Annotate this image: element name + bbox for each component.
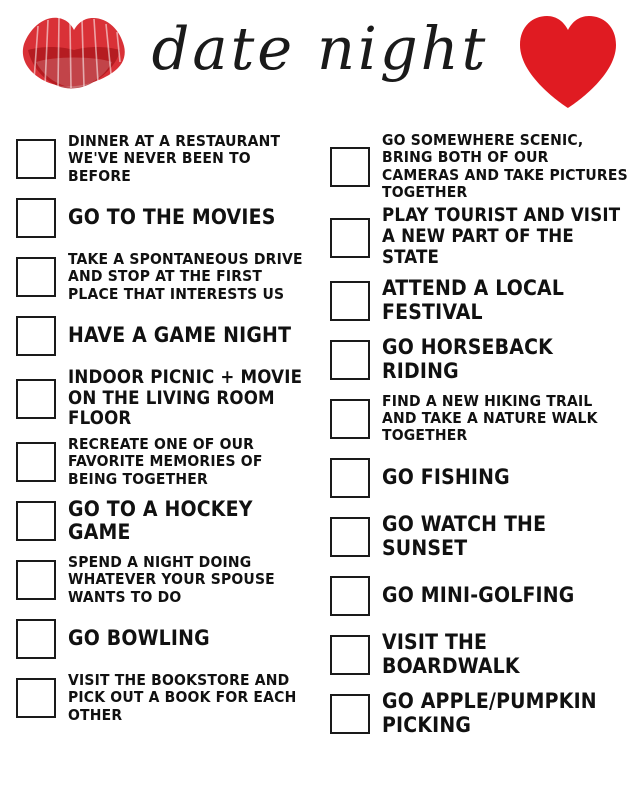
list-item[interactable]: [16, 250, 312, 304]
list-item-label: GO TO THE MOVIES: [68, 205, 276, 230]
list-item[interactable]: [330, 274, 630, 328]
list-item-label: GO TO A HOCKEY GAME: [68, 496, 253, 545]
checkbox[interactable]: [16, 560, 56, 600]
list-item[interactable]: [330, 392, 630, 446]
list-item[interactable]: [330, 628, 630, 682]
list-item[interactable]: [16, 368, 312, 430]
heart-icon: [514, 12, 622, 112]
checkbox[interactable]: [16, 257, 56, 297]
list-item-label: FIND A NEW HIKING TRAIL AND TAKE A NATURE WALK TOGETHER: [382, 391, 598, 445]
list-item-label: INDOOR PICNIC + MOVIE ON THE LIVING ROOM FLOOR: [68, 367, 303, 430]
checklist-column-right: [320, 132, 640, 746]
list-item[interactable]: [16, 671, 312, 725]
page-title: date night: [151, 14, 489, 83]
list-item[interactable]: [330, 569, 630, 623]
list-item-label: GO WATCH THE SUNSET: [382, 512, 547, 560]
list-item-label: GO MINI-GOLFING: [382, 582, 575, 607]
list-item-label: VISIT THE BOARDWALK: [382, 630, 520, 678]
list-item[interactable]: [330, 687, 630, 741]
list-item[interactable]: [330, 132, 630, 201]
list-item-label: ATTEND A LOCAL FESTIVAL: [382, 276, 565, 324]
checkbox[interactable]: [330, 218, 370, 258]
list-item-label: GO APPLE/PUMPKIN PICKING: [382, 689, 597, 737]
checkbox[interactable]: [16, 198, 56, 238]
checkbox[interactable]: [16, 678, 56, 718]
list-item[interactable]: [16, 553, 312, 607]
list-item[interactable]: [330, 206, 630, 268]
checkbox[interactable]: [330, 147, 370, 187]
list-item-label: SPEND A NIGHT DOING WHATEVER YOUR SPOUSE WANTS TO DO: [68, 553, 275, 606]
checklist-columns: [0, 132, 640, 746]
list-item[interactable]: [16, 309, 312, 363]
list-item[interactable]: [16, 132, 312, 186]
list-item-label: DINNER AT A RESTAURANT WE'VE NEVER BEEN TO BEFORE: [68, 131, 281, 185]
list-item-label: GO FISHING: [382, 464, 510, 489]
checkbox[interactable]: [16, 501, 56, 541]
checkbox[interactable]: [16, 139, 56, 179]
list-item[interactable]: [16, 191, 312, 245]
page-header: [0, 0, 640, 128]
checkbox[interactable]: [330, 576, 370, 616]
list-item[interactable]: [330, 510, 630, 564]
checkbox[interactable]: [330, 635, 370, 675]
list-item[interactable]: [16, 435, 312, 489]
checkbox[interactable]: [16, 379, 56, 419]
checkbox[interactable]: [16, 619, 56, 659]
checkbox[interactable]: [330, 281, 370, 321]
checkbox[interactable]: [330, 399, 370, 439]
list-item[interactable]: [330, 451, 630, 505]
checkbox[interactable]: [330, 458, 370, 498]
list-item-label: PLAY TOURIST AND VISIT A NEW PART OF THE STATE: [382, 205, 621, 268]
list-item[interactable]: [16, 494, 312, 548]
checkbox[interactable]: [330, 517, 370, 557]
list-item-label: VISIT THE BOOKSTORE AND PICK OUT A BOOK FOR EACH OTHER: [68, 671, 297, 724]
list-item[interactable]: [16, 612, 312, 666]
list-item[interactable]: [330, 333, 630, 387]
checkbox[interactable]: [16, 442, 56, 482]
checkbox[interactable]: [16, 316, 56, 356]
list-item-label: TAKE A SPONTANEOUS DRIVE AND STOP AT THE FIRST PLACE THAT INTERESTS US: [68, 249, 303, 303]
list-item-label: RECREATE ONE OF OUR FAVORITE MEMORIES OF BEING TOGETHER: [68, 435, 263, 488]
list-item-label: GO HORSEBACK RIDING: [382, 335, 553, 383]
list-item-label: GO SOMEWHERE SCENIC, BRING BOTH OF OUR CAMERAS AND TAKE PICTURES TOGETHER: [382, 131, 628, 202]
checkbox[interactable]: [330, 694, 370, 734]
checklist-column-left: [0, 132, 320, 746]
list-item-label: GO BOWLING: [68, 626, 210, 651]
checkbox[interactable]: [330, 340, 370, 380]
list-item-label: HAVE A GAME NIGHT: [68, 323, 292, 348]
